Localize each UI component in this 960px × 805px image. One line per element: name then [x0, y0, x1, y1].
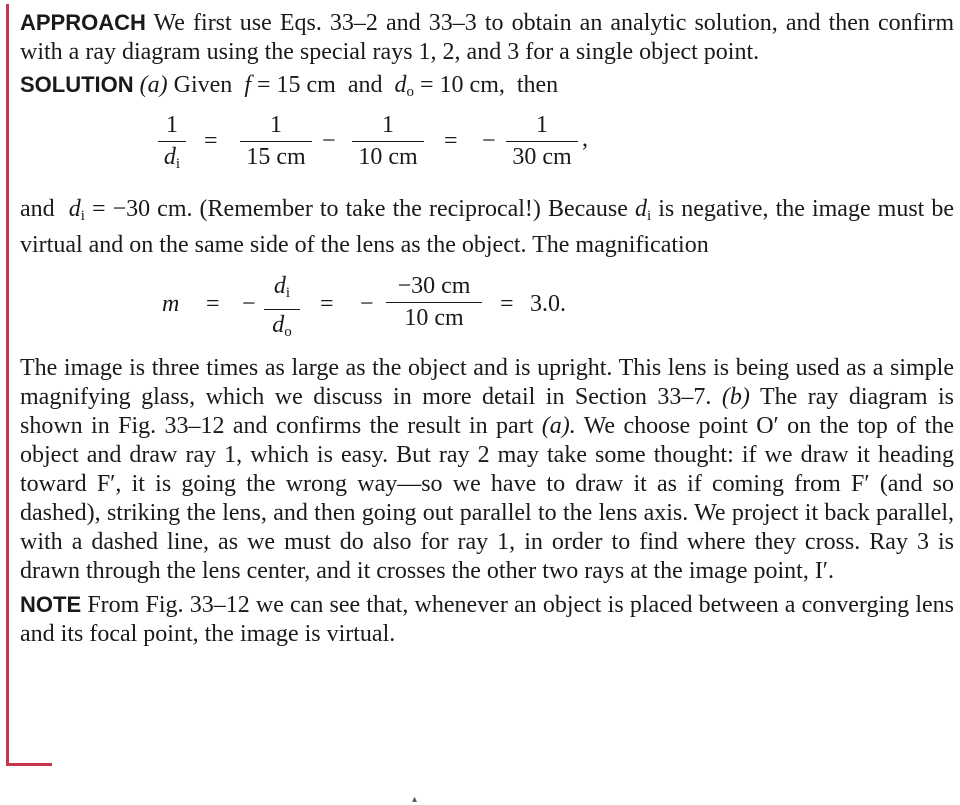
fraction-bar — [352, 141, 424, 142]
para3-text-1: The image is three times as large as the object and is upright. This lens is being used as a simple magnifying glass, which we discuss in more detail in Section 33–7. — [20, 355, 954, 410]
eq2-ratio-den — [264, 311, 300, 346]
approach-text: We first use Eqs. 33–2 and 33–3 to obtain an analytic solution, and then confirm with a ray diagram using the special rays 1, 2, and 3 for a single object point. — [20, 10, 954, 65]
di-symbol: d — [163, 144, 176, 170]
discussion-paragraph — [20, 354, 954, 586]
note-paragraph — [20, 590, 954, 649]
di-sub: i — [646, 208, 652, 224]
eq1-t2-num: 1 — [382, 112, 394, 138]
di-sub: i — [285, 285, 291, 301]
di-sub: i — [175, 156, 181, 172]
eq1-lhs-num: 1 — [166, 112, 178, 138]
eq1-term2-fraction — [352, 111, 424, 171]
eq1-lhs-den — [158, 143, 186, 178]
eq1-term3-fraction — [506, 111, 578, 171]
eq1-t1-den: 15 cm — [246, 144, 306, 170]
then-text: then — [516, 72, 559, 98]
eq1-t2-den: 10 cm — [358, 144, 418, 170]
part-b-marker: (b) — [721, 384, 750, 410]
solution-paragraph — [20, 70, 954, 107]
eq2-ratio-fraction — [264, 272, 300, 346]
eq2-equals-2: = — [320, 291, 334, 317]
eq1-lhs-fraction — [158, 111, 186, 178]
eq1-t1-num: 1 — [270, 112, 282, 138]
eq1-equals-2: = — [444, 128, 458, 154]
object-distance-symbol: d — [394, 72, 407, 98]
eq2-value-num: −30 cm — [397, 273, 471, 299]
para3-text-2: The ray diagram is shown in Fig. 33–12 and confirms the result in part — [20, 384, 954, 439]
fraction-bar — [264, 309, 300, 310]
textbook-page — [20, 6, 954, 649]
given-text: Given — [173, 72, 233, 98]
note-label: NOTE — [20, 592, 82, 617]
equation-lens — [20, 107, 954, 197]
footer-mark: ▴ — [412, 794, 418, 805]
fraction-bar — [506, 141, 578, 142]
equation-magnification — [20, 260, 954, 350]
para2-text-2: is negative, the image must be virtual and on the same side of the lens as the object. The magnification — [20, 196, 955, 258]
fraction-bar — [158, 141, 186, 142]
part-a-marker: (a) — [139, 72, 168, 98]
eq1-equals: = — [204, 128, 218, 154]
eq2-minus-2: − — [360, 291, 374, 317]
para2-text-1: = −30 cm. (Remember to take the reciprocal!) Because — [92, 196, 628, 222]
di-symbol: d — [634, 196, 647, 222]
eq2-value-den: 10 cm — [404, 305, 464, 331]
eq1-t3-num: 1 — [536, 112, 548, 138]
do-symbol: d — [272, 312, 285, 338]
note-text: From Fig. 33–12 we can see that, whenever an object is placed between a converging lens and its focal point, the image is virtual. — [20, 592, 955, 647]
and-text: and — [347, 72, 383, 98]
solution-label: SOLUTION — [20, 72, 134, 97]
approach-paragraph — [20, 8, 954, 67]
object-distance-sub: o — [406, 84, 414, 100]
focal-symbol: f — [244, 72, 251, 98]
eq1-minus: − — [322, 128, 336, 154]
fraction-bar — [386, 302, 482, 303]
eq2-m: m — [162, 291, 180, 317]
part-a-ref: (a). — [541, 413, 576, 439]
margin-rule-vertical — [6, 4, 9, 766]
fraction-bar — [240, 141, 312, 142]
eq1-comma: , — [582, 126, 588, 152]
di-symbol: d — [68, 196, 81, 222]
eq1-minus-2: − — [482, 128, 496, 154]
eq2-value-fraction — [386, 272, 482, 332]
object-distance-value: = 10 cm, — [420, 72, 505, 98]
eq2-result: 3.0. — [530, 291, 566, 317]
eq1-term1-fraction — [240, 111, 312, 171]
eq2-minus: − — [242, 291, 256, 317]
para2-and: and — [20, 196, 55, 222]
di-symbol: d — [273, 273, 286, 299]
approach-label: APPROACH — [20, 10, 146, 35]
eq2-equals-3: = — [500, 291, 514, 317]
di-sub: i — [80, 208, 85, 224]
para3-text-3: We choose point O′ on the top of the object and draw ray 1, which is easy. But ray 2 may take some thought: if we draw it heading toward F′, it is going the wrong way—so we have to draw it as if coming from F′ (and so dashed), striking the lens, and then going out parallel to the lens axis. We project it back parallel, with a dashed line, as we must do also for ray 1, in order to find where they cross. Ray 3 is drawn through the lens center, and it crosses the other two rays at the image point, I′. — [20, 413, 954, 584]
focal-value: = 15 cm — [256, 72, 336, 98]
margin-rule-horizontal — [6, 763, 52, 766]
reciprocal-paragraph — [20, 195, 954, 260]
eq1-t3-den: 30 cm — [512, 144, 572, 170]
eq2-ratio-num — [264, 272, 300, 307]
do-sub: o — [284, 324, 292, 340]
eq2-equals: = — [206, 291, 220, 317]
